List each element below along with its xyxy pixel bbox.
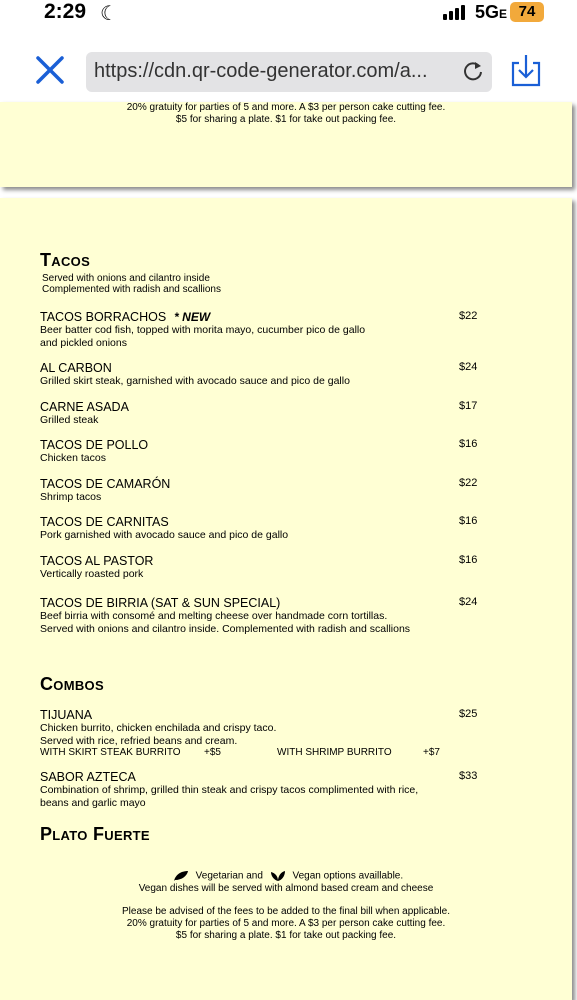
new-badge: * NEW [174, 310, 211, 324]
section-title-combos: Combos [40, 674, 104, 694]
section-title-plato-fuerte: Plato Fuerte [40, 824, 150, 844]
item-price: $16 [459, 438, 478, 450]
moon-icon: ☾ [100, 3, 118, 25]
menu-item-al-carbon: AL CARBON Grilled skirt steak, garnished with avocado sauce and pico de gallo $24 [40, 361, 478, 387]
menu-item-tacos-de-pollo: TACOS DE POLLO Chicken tacos $16 [40, 438, 478, 464]
menu-item-tacos-al-pastor: TACOS AL PASTOR Vertically roasted pork $16 [40, 554, 478, 580]
fee-note-bottom: Please be advised of the fees to be added to the final bill when applicable. 20% gratuity for parties of 5 and more. A $3 per person cake cutting fee. $5 for sharing a plate. $1 for take out packing fee. [121, 906, 450, 941]
item-price: $24 [459, 361, 478, 373]
item-price: $24 [459, 596, 478, 608]
vegan-leaf-icon [270, 870, 286, 882]
item-price: $16 [459, 515, 478, 527]
menu-item-tacos-de-carnitas: TACOS DE CARNITAS Pork garnished with avocado sauce and pico de gallo $16 [40, 515, 478, 541]
battery-icon: 74 [510, 2, 544, 22]
item-price: $22 [459, 477, 478, 489]
menu-page-current [0, 198, 572, 1000]
close-icon[interactable] [34, 54, 66, 86]
item-price: $25 [459, 708, 478, 720]
menu-item-tacos-de-camaron: TACOS DE CAMARÓN Shrimp tacos $22 [40, 477, 478, 503]
menu-item-tijuana: TIJUANA Chicken burrito, chicken enchilada and crispy taco. Served with rice, refried beans and cream. WITH SKIRT STEAK BURRITO +$5 WITH SHRIMP BURRITO +$7 $25 [40, 708, 480, 759]
vegetarian-leaf-icon [173, 870, 189, 882]
document-viewer[interactable] [0, 102, 577, 1000]
menu-page-previous [0, 102, 572, 187]
tacos-subtitle: Served with onions and cilantro inside Complemented with radish and scallions [42, 273, 221, 295]
diet-note: Vegetarian and Vegan options availlable. Vegan dishes will be served with almond based cream and cheese [138, 870, 434, 894]
menu-item-carne-asada: CARNE ASADA Grilled steak $17 [40, 400, 478, 426]
fee-note-top: 20% gratuity for parties of 5 and more. A $3 per person cake cutting fee. $5 for sharing a plate. $1 for take out packing fee. [126, 102, 446, 125]
section-title-tacos: Tacos [40, 250, 91, 270]
download-icon[interactable] [510, 53, 542, 87]
status-bar [0, 0, 577, 30]
signal-icon [443, 5, 471, 20]
address-bar[interactable] [86, 52, 492, 92]
status-time: 2:29 [44, 0, 87, 23]
addon-row: WITH SKIRT STEAK BURRITO +$5 WITH SHRIMP BURRITO +$7 [40, 747, 440, 758]
item-price: $33 [459, 770, 478, 782]
reload-icon[interactable] [462, 60, 484, 82]
menu-item-tacos-borrachos: TACOS BORRACHOS * NEW Beer batter cod fish, topped with morita mayo, cucumber pico de gallo and pickled onions $22 [40, 310, 478, 349]
item-price: $17 [459, 400, 478, 412]
menu-item-tacos-de-birria: TACOS DE BIRRIA (SAT & SUN SPECIAL) Beef birria with consomé and melting cheese over handmade corn tortillas. Served with onions and cilantro inside. Complemented with radish and scallions $24 [40, 596, 478, 635]
network-type: 5GE [475, 2, 508, 22]
browser-toolbar [0, 30, 577, 102]
item-price: $16 [459, 554, 478, 566]
menu-item-sabor-azteca: SABOR AZTECA Combination of shrimp, grilled thin steak and crispy tacos complimented with rice, beans and garlic mayo $33 [40, 770, 478, 809]
url-text: https://cdn.qr-code-generator.com/a... [94, 60, 428, 82]
item-price: $22 [459, 310, 478, 322]
